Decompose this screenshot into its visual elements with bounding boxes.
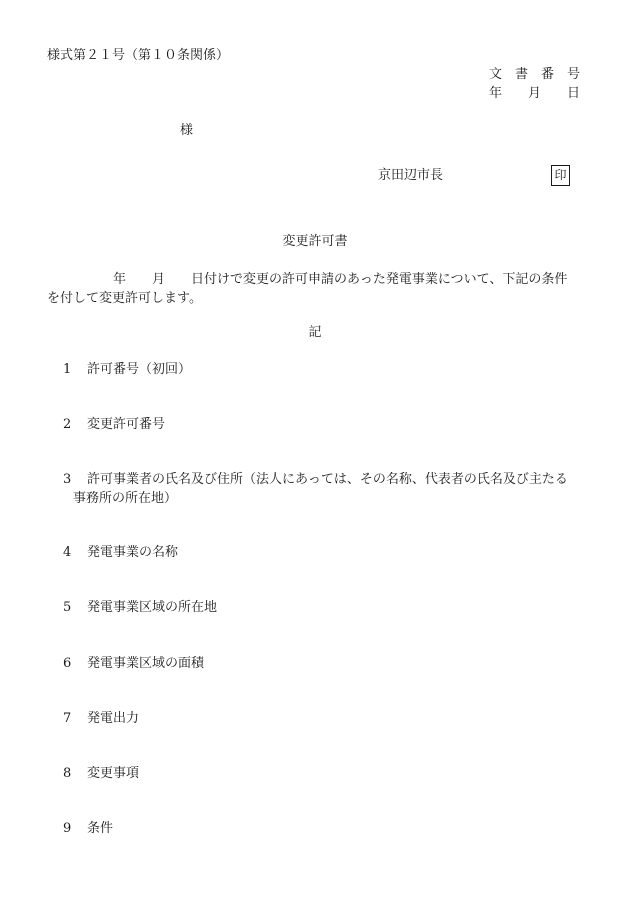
document-number-label: 文 書 番 号 — [488, 67, 580, 82]
item-3 — [63, 473, 568, 505]
issuer-title: 京田辺市長 — [378, 168, 444, 183]
item-8 — [63, 767, 139, 780]
ki-heading: 記 — [308, 325, 322, 340]
item-2 — [63, 418, 165, 431]
date-line: 年 月 日 — [488, 86, 580, 101]
addressee-honorific: 様 — [180, 123, 194, 138]
body-line-2: を付して変更許可します。 — [47, 291, 202, 306]
item-text: 発電事業区域の所在地 — [87, 600, 218, 615]
item-text: 許可番号（初回） — [87, 362, 192, 377]
body-paragraph — [47, 270, 587, 308]
item-6 — [63, 657, 204, 670]
item-number: 9 — [63, 821, 72, 836]
item-text-continuation: 事務所の所在地） — [73, 491, 178, 506]
item-text: 発電出力 — [87, 711, 140, 726]
item-1 — [63, 363, 191, 376]
item-number: 8 — [63, 766, 72, 781]
body-line-1: 年 月 日付けで変更の許可申請のあった発電事業について、下記の条件 — [113, 272, 568, 287]
document-title: 変更許可書 — [282, 234, 348, 249]
item-number: 7 — [63, 711, 72, 726]
item-text: 発電事業の名称 — [87, 545, 179, 560]
item-text: 変更事項 — [87, 766, 140, 781]
item-5 — [63, 601, 217, 614]
form-number: 様式第２１号（第１０条関係） — [47, 48, 230, 63]
item-number: 6 — [63, 656, 72, 671]
item-number: 2 — [63, 417, 72, 432]
seal-stamp-box: 印 — [551, 165, 570, 186]
item-9 — [63, 822, 113, 835]
item-number: 5 — [63, 600, 72, 615]
item-text: 許可事業者の氏名及び住所（法人にあっては、その名称、代表者の氏名及び主たる — [87, 472, 568, 487]
item-text: 条件 — [87, 821, 114, 836]
item-number: 1 — [63, 362, 72, 377]
item-number: 3 — [63, 472, 72, 487]
item-4 — [63, 546, 178, 559]
item-number: 4 — [63, 545, 72, 560]
item-text: 発電事業区域の面積 — [87, 656, 205, 671]
item-text: 変更許可番号 — [87, 417, 166, 432]
item-7 — [63, 712, 139, 725]
